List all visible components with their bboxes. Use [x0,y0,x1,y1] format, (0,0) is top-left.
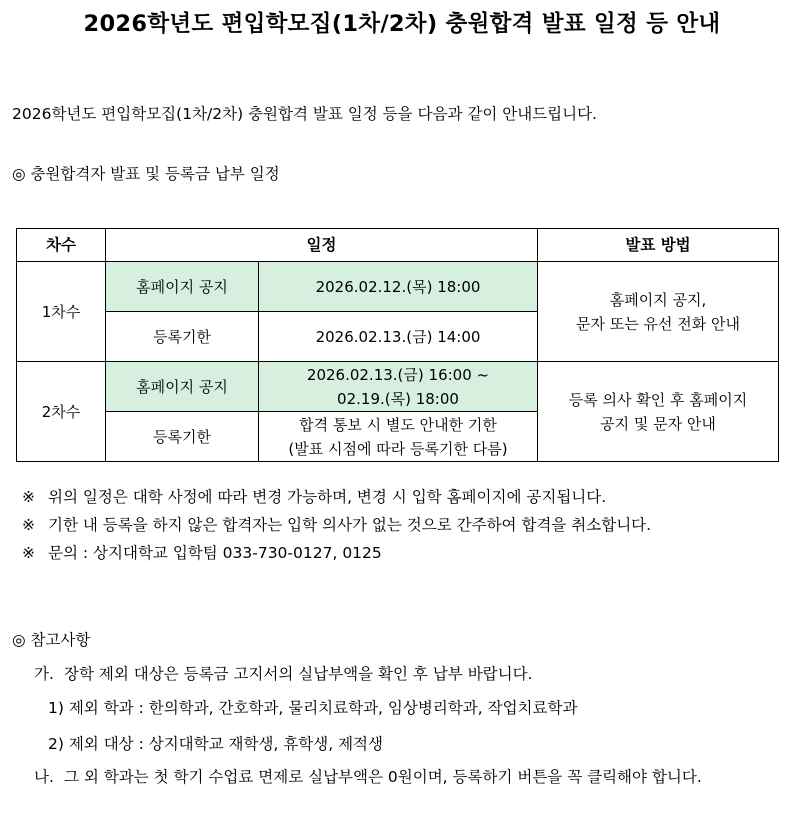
schedule-date: 2026.02.12.(목) 18:00 [259,262,538,312]
notes-list [22,483,792,567]
round-cell: 2차수 [17,362,106,462]
table-header-row [17,229,779,262]
intro-text: 2026학년도 편입학모집(1차/2차) 충원합격 발표 일정 등을 다음과 같이 안내드립니다. [12,105,597,123]
reference-item-ga: 가. 장학 제외 대상은 등록금 고지서의 실납부액을 확인 후 납부 바랍니다. [34,665,533,683]
method-cell: 등록 의사 확인 후 홈페이지 공지 및 문자 안내 [538,362,779,462]
reference-item-na: 나. 그 외 학과는 첫 학기 수업료 면제로 실납부액은 0원이며, 등록하기 버튼을 꼭 클릭해야 합니다. [34,768,702,786]
header-schedule: 일정 [106,229,538,262]
schedule-date: 2026.02.13.(금) 14:00 [259,312,538,362]
schedule-label: 등록기한 [106,312,259,362]
note-text: 위의 일정은 대학 사정에 따라 변경 가능하며, 변경 시 입학 홈페이지에 공지됩니다. [48,488,607,506]
method-cell: 홈페이지 공지, 문자 또는 유선 전화 안내 [538,262,779,362]
note-mark: ※ [22,516,35,534]
reference-sub-item: 2) 제외 대상 : 상지대학교 재학생, 휴학생, 제적생 [48,735,383,753]
note-mark: ※ [22,544,35,562]
schedule-label: 홈페이지 공지 [106,262,259,312]
reference-list [34,659,794,793]
schedule-label: 홈페이지 공지 [106,362,259,412]
section-heading-schedule: ◎ 충원합격자 발표 및 등록금 납부 일정 [12,165,280,183]
note-item [22,511,792,539]
reference-sub-item: 1) 제외 학과 : 한의학과, 간호학과, 물리치료학과, 임상병리학과, 작업치료학과 [48,699,578,717]
note-item [22,483,792,511]
header-method: 발표 방법 [538,229,779,262]
schedule-date: 2026.02.13.(금) 16:00 ~ 02.19.(목) 18:00 [259,362,538,412]
note-item [22,539,792,567]
schedule-table [16,228,779,462]
round-cell: 1차수 [17,262,106,362]
schedule-date: 합격 통보 시 별도 안내한 기한 (발표 시점에 따라 등록기한 다름) [259,412,538,462]
schedule-label: 등록기한 [106,412,259,462]
table-row [17,262,779,312]
section-heading-reference: ◎ 참고사항 [12,631,91,649]
header-round: 차수 [17,229,106,262]
table-row [17,362,779,412]
note-text: 기한 내 등록을 하지 않은 합격자는 입학 의사가 없는 것으로 간주하여 합격을 취소합니다. [48,516,652,534]
page-title: 2026학년도 편입학모집(1차/2차) 충원합격 발표 일정 등 안내 [83,11,721,37]
note-text: 문의 : 상지대학교 입학팀 033-730-0127, 0125 [48,544,382,562]
note-mark: ※ [22,488,35,506]
